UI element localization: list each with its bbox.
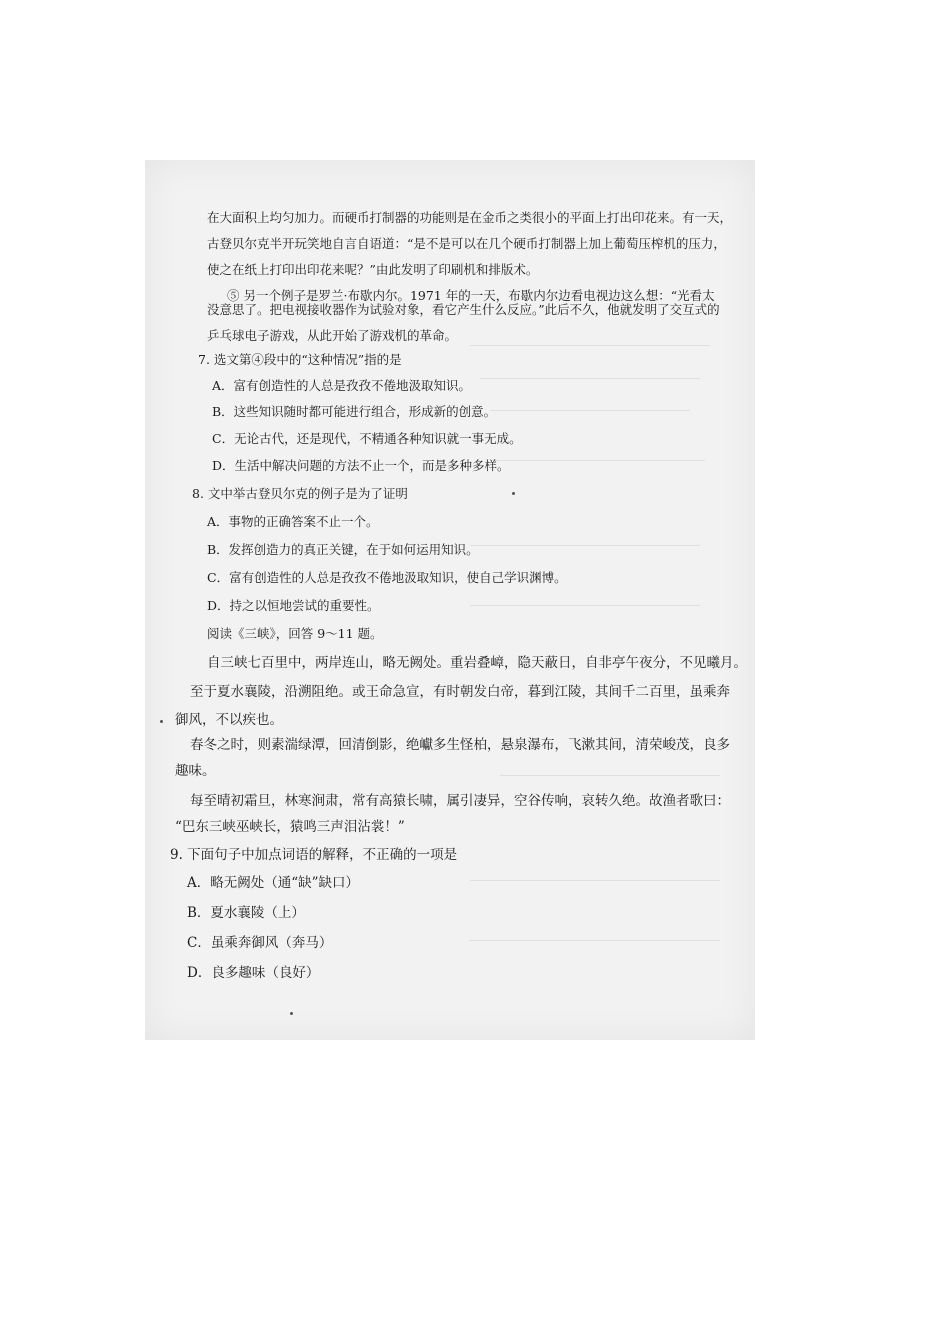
bleed-through-mark (470, 940, 720, 941)
classical-text-line: “巴东三峡巫峡长，猿鸣三声泪沾裳！” (175, 819, 405, 835)
question-7-option-d: D．生活中解决问题的方法不止一个，而是多种多样。 (212, 458, 510, 473)
passage-line: 在大面积上均匀加力。而硬币打制器的功能则是在金币之类很小的平面上打出印花来。有一天， (207, 210, 733, 225)
question-9-option-d: D．良多趣味（良好） (187, 965, 320, 981)
question-7-option-a: A．富有创造性的人总是孜孜不倦地汲取知识。 (212, 378, 472, 393)
bleed-through-mark (470, 880, 720, 881)
classical-text-line: 趣味。 (175, 763, 216, 779)
question-8-stem: 8. 文中举古登贝尔克的例子是为了证明 (192, 486, 408, 501)
bleed-through-mark (480, 378, 700, 379)
classical-text-line: 至于夏水襄陵，沿溯阻绝。或王命急宣，有时朝发白帝，暮到江陵，其间千二百里，虽乘奔 (190, 684, 730, 700)
classical-text-line: 春冬之时，则素湍绿潭，回清倒影，绝巘多生怪柏，悬泉瀑布，飞漱其间，清荣峻茂，良多 (190, 737, 730, 753)
passage-line: ⑤ 另一个例子是罗兰·布歇内尔。1971 年的一天，布歇内尔边看电视边这么想：“光看太 (227, 288, 715, 303)
bleed-through-mark (490, 410, 690, 411)
bleed-through-mark (500, 775, 720, 776)
question-8-option-c: C．富有创造性的人总是孜孜不倦地汲取知识，使自己学识渊博。 (207, 570, 567, 585)
question-7-option-c: C．无论古代，还是现代，不精通各种知识就一事无成。 (212, 431, 522, 446)
scan-speck (160, 720, 163, 723)
question-8-option-a: A．事物的正确答案不止一个。 (207, 514, 379, 529)
question-9-option-a: A．略无阙处（通“缺”缺口） (187, 875, 360, 891)
passage-line: 没意思了。把电视接收器作为试验对象，看它产生什么反应。”此后不久，他就发明了交互式的 (207, 302, 720, 317)
passage-line: 乒乓球电子游戏，从此开始了游戏机的革命。 (207, 328, 458, 343)
bleed-through-mark (470, 605, 700, 606)
reading-instruction: 阅读《三峡》，回答 9～11 题。 (207, 626, 383, 641)
question-7-stem: 7. 选文第④段中的“这种情况”指的是 (198, 352, 402, 367)
question-9-stem: 9. 下面句子中加点词语的解释，不正确的一项是 (170, 847, 458, 863)
bleed-through-mark (470, 545, 700, 546)
classical-text-line: 自三峡七百里中，两岸连山，略无阙处。重岩叠嶂，隐天蔽日，自非亭午夜分，不见曦月。 (207, 655, 747, 671)
bleed-through-mark (495, 460, 705, 461)
scan-speck (512, 492, 515, 495)
question-8-option-d: D．持之以恒地尝试的重要性。 (207, 598, 380, 613)
question-9-option-c: C．虽乘奔御风（奔马） (187, 935, 333, 951)
question-7-option-b: B．这些知识随时都可能进行组合，形成新的创意。 (212, 404, 497, 419)
passage-line: 古登贝尔克半开玩笑地自言自语道：“是不是可以在几个硬币打制器上加上葡萄压榨机的压力， (207, 236, 726, 251)
question-8-option-b: B．发挥创造力的真正关键，在于如何运用知识。 (207, 542, 479, 557)
scan-speck (290, 1012, 293, 1015)
classical-text-line: 御风，不以疾也。 (175, 712, 283, 728)
passage-line: 使之在纸上打印出印花来呢？”由此发明了印刷机和排版术。 (207, 262, 539, 277)
bleed-through-mark (470, 345, 710, 346)
classical-text-line: 每至晴初霜旦，林寒涧肃，常有高猿长啸，属引凄异，空谷传响，哀转久绝。故渔者歌曰： (190, 793, 730, 809)
question-9-option-b: B．夏水襄陵（上） (187, 905, 305, 921)
